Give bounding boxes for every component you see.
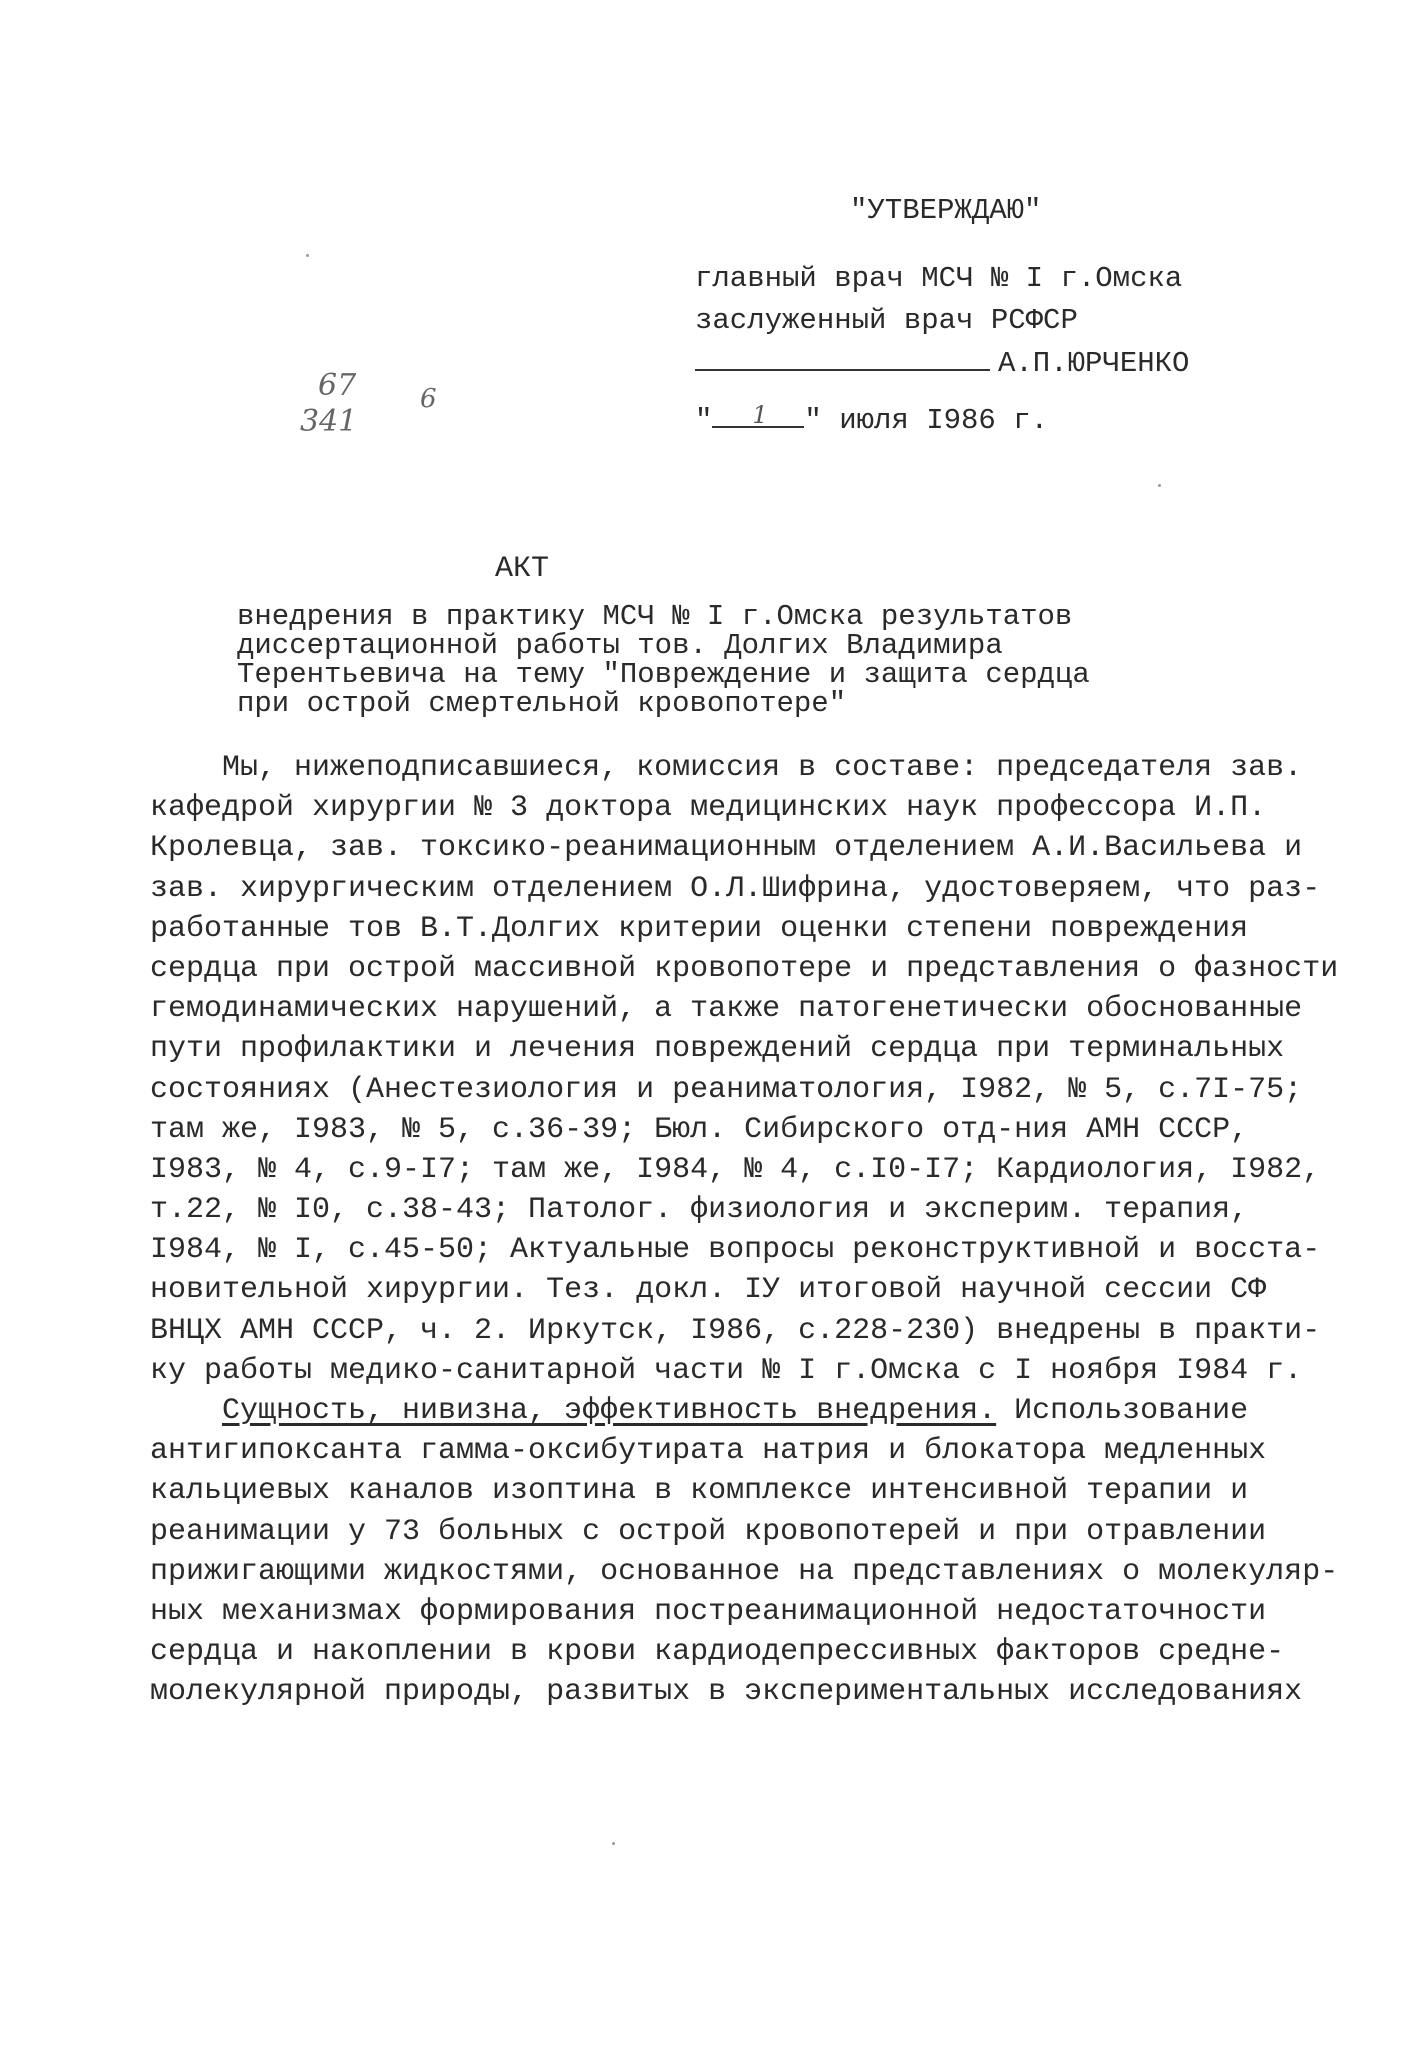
handwritten-mark-bottom: 341 [300,404,358,439]
act-title: АКТ [495,552,550,586]
scan-speck [1158,484,1161,487]
body-line: т.22, № I0, с.38-43; Патолог. физиология и эксперим. терапия, [150,1193,1249,1228]
signature-blank [695,343,990,371]
body-line: там же, I983, № 5, с.36-39; Бюл. Сибирского отд-ния АМН СССР, [150,1112,1249,1147]
body-line: сердца и накоплении в крови кардиодепрессивных факторов средне- [150,1635,1285,1670]
body-line: молекулярной природы, развитых в экспериментальных исследованиях [150,1675,1303,1710]
body-line: ВНЦХ АМН СССР, ч. 2. Иркутск, I986, с.228-230) внедрены в практи- [150,1313,1321,1348]
body-line: Мы, нижеподписавшиеся, комиссия в составе: председателя зав. [150,751,1303,785]
handwritten-mark-top: 67 [318,368,357,403]
act-subtitle-line: Терентьевича на тему "Повреждение и защита сердца [237,658,1090,691]
handwritten-mark-top-right: 6 [420,384,437,414]
approval-signer: А.П.ЮРЧЕНКО [998,347,1190,380]
body-line: пути профилактики и лечения повреждений сердца при терминальных [150,1032,1285,1067]
approval-date [695,400,1048,442]
body-line: кальциевых каналов изоптина в комплексе интенсивной терапии и [150,1474,1249,1509]
body-line: зав. хирургическим отделением О.Л.Шифрина, удостоверяем, что раз- [150,871,1321,906]
approval-honorary-title: заслуженный врач РСФСР [695,304,1078,337]
body-line: сердца при острой массивной кровопотере и представления о фазности [150,951,1339,986]
scan-speck [306,254,309,257]
body-line: новительной хирургии. Тез. докл. IУ итоговой научной сессии СФ [150,1273,1267,1308]
body-line: работанные тов В.Т.Долгих критерии оценки степени повреждения [150,911,1249,946]
section-heading: Сущность, нивизна, эффективность внедрения. [222,1394,997,1428]
body-line: антигипоксанта гамма-оксибутирата натрия и блокатора медленных [150,1434,1267,1469]
body-line: гемодинамических нарушений, а также патогенетически обоснованные [150,992,1303,1027]
date-day-blank [712,400,804,428]
date-open-quote: " [695,404,713,437]
body-line: ку работы медико-санитарной части № I г.Омска с I ноября I984 г. [150,1353,1303,1388]
body-line: реанимации у 73 больных с острой кровопотерей и при отравлении [150,1514,1267,1549]
act-subtitle-line: диссертационной работы тов. Долгих Владимира [237,629,1003,662]
body-line: I983, № 4, с.9-I7; там же, I984, № 4, с.I0-I7; Кардиология, I982, [150,1152,1321,1187]
section-first-text: Использование [996,1394,1249,1428]
act-subtitle [237,602,1090,718]
act-subtitle-line: при острой смертельной кровопотере" [237,687,847,720]
approval-title: "УТВЕРЖДАЮ" [850,194,1042,227]
act-subtitle-line: внедрения в практику МСЧ № I г.Омска результатов [237,600,1073,633]
approval-position: главный врач МСЧ № I г.Омска [695,262,1183,295]
approval-signature-line [695,343,1189,385]
body-line: ных механизмах формирования постреанимационной недостаточности [150,1594,1267,1629]
scan-speck [612,1842,615,1845]
body-line: кафедрой хирургии № 3 доктора медицинских наук профессора И.П. [150,791,1267,826]
body-line: I984, № I, с.45-50; Актуальные вопросы реконструктивной и восста- [150,1233,1321,1268]
body-line-section [150,1391,1340,1431]
date-day-handwritten: 1 [752,401,768,429]
body-line: Кролевца, зав. токсико-реанимационным отделением А.И.Васильева и [150,831,1303,866]
date-month-year: " июля I986 г. [804,404,1049,437]
body-line: состояниях (Анестезиология и реаниматология, I982, № 5, с.7I-75; [150,1072,1303,1107]
body-line: прижигающими жидкостями, основанное на представлениях о молекуляр- [150,1554,1339,1589]
act-body [150,748,1340,1713]
